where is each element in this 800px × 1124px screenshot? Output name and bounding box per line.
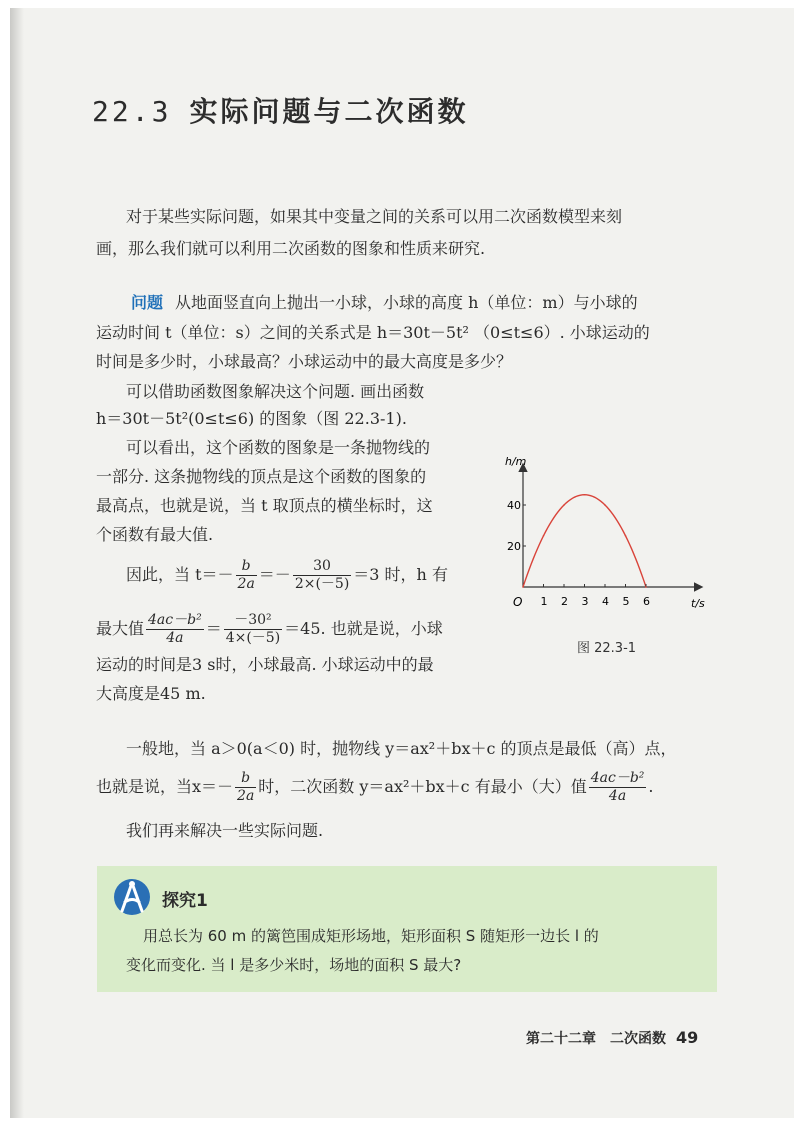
general-line-1: 一般地，当 a＞0(a＜0) 时，抛物线 y＝ax²＋bx＋c 的顶点是最低（高）点， [126, 739, 677, 758]
explore-compass-icon [112, 877, 152, 917]
y-axis-label: h/m [505, 455, 527, 468]
eq1-prefix: 因此，当 t＝－ [126, 565, 234, 584]
solution-line-3: 可以看出，这个函数的图象是一条抛物线的 [126, 438, 431, 457]
data-point [563, 504, 565, 506]
frac-num: 4ac－b² [148, 612, 202, 628]
y-tick-label: 40 [507, 499, 521, 512]
intro-line-2: 画，那么我们就可以利用二次函数的图象和性质来研究. [96, 239, 486, 258]
x-tick-label: 4 [602, 595, 609, 608]
frac-den: 4a [608, 788, 627, 804]
page-footer [526, 1028, 698, 1048]
frac-num: b [236, 558, 257, 576]
eq2-suffix: ＝45. 也就是说，小球 [284, 619, 443, 638]
eq1-suffix: ＝3 时，h 有 [353, 565, 448, 584]
frac-num: 30 [293, 558, 351, 576]
fraction-vertex-x [235, 770, 256, 805]
data-point [645, 586, 647, 588]
solution-line-6: 个函数有最大值. [96, 525, 214, 544]
problem-line-3: 时间是多少时，小球最高？小球运动中的最大高度是多少？ [96, 352, 513, 371]
x-tick-label: 3 [581, 595, 589, 608]
explore-line-2: 变化而变化. 当 l 是多少米时，场地的面积 S 最大? [126, 956, 462, 974]
problem-text-1: 从地面竖直向上抛出一小球，小球的高度 h（单位：m）与小球的 [175, 293, 638, 312]
eq2-mid: ＝ [205, 619, 222, 638]
fraction-30 [293, 558, 351, 593]
explore-title: 探究1 [162, 891, 208, 911]
frac-num: b [235, 770, 256, 788]
section-title-text: 实际问题与二次函数 [189, 95, 469, 128]
x-tick-label: 2 [561, 595, 568, 608]
y-tick-label: 20 [507, 540, 521, 553]
origin-label: O [513, 595, 523, 609]
fraction-extreme-value [589, 770, 647, 805]
parabola-chart [495, 455, 725, 630]
frac-den: 2a [237, 576, 255, 592]
fraction-max-formula [146, 612, 204, 647]
data-point [584, 494, 586, 496]
section-title [92, 90, 468, 130]
general-suffix: . [648, 777, 654, 796]
general-line-2 [96, 770, 653, 805]
fraction-b-over-2a [236, 558, 257, 593]
explore-line-1: 用总长为 60 m 的篱笆围成矩形场地，矩形面积 S 随矩形一边长 l 的 [143, 927, 599, 945]
x-tick-label: 6 [643, 595, 650, 608]
problem-label: 问题 [131, 293, 164, 312]
page-number: 49 [676, 1028, 699, 1047]
parabola-curve [523, 495, 646, 587]
general-mid: 时，二次函数 y＝ax²＋bx＋c 有最小（大）值 [258, 777, 587, 796]
intro-line-1: 对于某些实际问题，如果其中变量之间的关系可以用二次函数模型来刻 [126, 207, 623, 226]
frac-num: 4ac－b² [590, 770, 645, 786]
solution-line-7 [126, 558, 448, 593]
x-tick-label: 1 [540, 595, 548, 608]
section-number: 22.3 [92, 95, 172, 128]
x-axis-label: t/s [691, 597, 705, 610]
frac-den: 2a [237, 788, 255, 804]
problem-line-1 [131, 288, 638, 318]
data-point [522, 586, 524, 588]
solution-line-4: 一部分. 这条抛物线的顶点是这个函数的图象的 [96, 467, 427, 486]
general-line-3: 我们再来解决一些实际问题. [126, 821, 324, 840]
solution-line-8 [96, 612, 443, 647]
fraction-max-value [224, 612, 282, 647]
solution-line-10: 大高度是45 m. [96, 684, 206, 703]
frac-den: 2×(－5) [294, 576, 350, 592]
solution-line-2: h＝30t－5t²(0≤t≤6) 的图象（图 22.3-1). [96, 409, 407, 428]
general-prefix: 也就是说，当x＝－ [96, 777, 234, 796]
frac-num: －30² [224, 612, 282, 630]
solution-line-1: 可以借助函数图象解决这个问题. 画出函数 [126, 382, 425, 401]
solution-line-9: 运动的时间是3 s时，小球最高. 小球运动中的最 [96, 655, 434, 674]
data-point [543, 535, 545, 537]
data-point [625, 535, 627, 537]
page-spine-shadow [10, 8, 24, 1118]
frac-den: 4a [166, 630, 184, 646]
problem-line-2: 运动时间 t（单位：s）之间的关系式是 h＝30t－5t² （0≤t≤6）. 小球运动的 [96, 323, 650, 342]
eq1-mid: ＝－ [258, 565, 291, 584]
x-tick-label: 5 [622, 595, 630, 608]
eq2-prefix: 最大值 [96, 619, 145, 638]
frac-den: 4×(－5) [225, 630, 281, 646]
solution-line-5: 最高点，也就是说，当 t 取顶点的横坐标时，这 [96, 496, 433, 515]
figure-caption: 图 22.3-1 [577, 641, 637, 656]
data-point [604, 504, 606, 506]
footer-chapter: 第二十二章 二次函数 [526, 1031, 666, 1047]
